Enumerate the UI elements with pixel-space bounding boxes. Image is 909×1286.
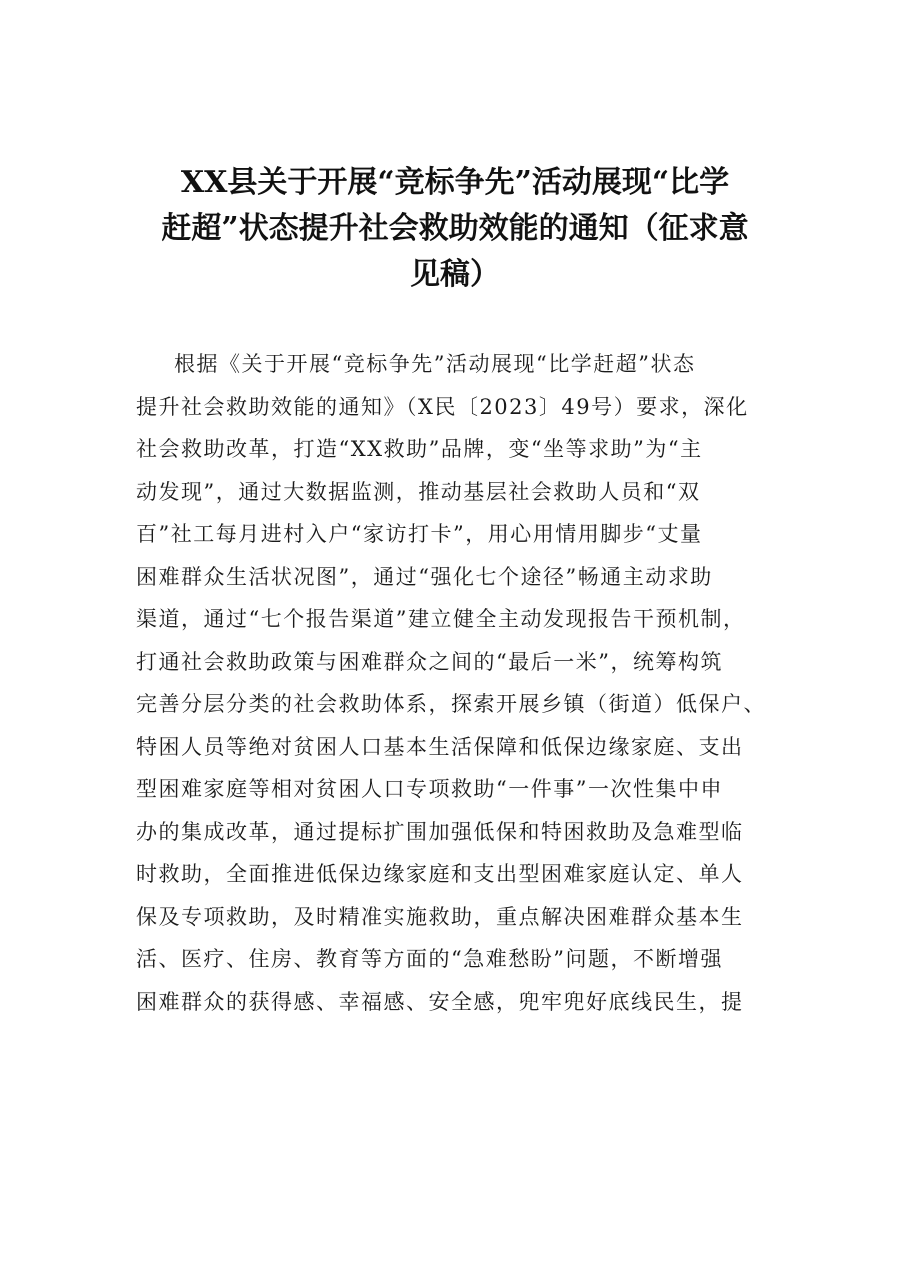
body-line-3: 社会救助改革，打造“XX救助”品牌，变“坐等求助”为“主 xyxy=(136,437,703,461)
body-line-6: 困难群众生活状况图”，通过“强化七个途径”畅通主动求助 xyxy=(136,564,713,589)
body-line-11: 型困难家庭等相对贫困人口专项救助“一件事”一次性集中申 xyxy=(136,777,723,801)
document-body-paragraph xyxy=(136,343,786,1023)
body-line-15: 活、医疗、住房、教育等方面的“急难愁盼”问题，不断增强 xyxy=(136,947,723,971)
body-line-14: 保及专项救助，及时精准实施救助，重点解决困难群众基本生 xyxy=(136,904,744,929)
body-line-1: 根据《关于开展“竞标争先”活动展现“比学赶超”状态 xyxy=(174,352,696,376)
body-line-5: 百”社工每月进村入户“家访打卡”，用心用情用脚步“丈量 xyxy=(136,522,703,546)
body-line-12: 办的集成改革，通过提标扩围加强低保和特困救助及急难型临 xyxy=(136,819,744,844)
title-line-2: 赶超”状态提升社会救助效能的通知（征求意 xyxy=(161,211,749,246)
body-line-4: 动发现”，通过大数据监测，推动基层社会救助人员和“双 xyxy=(136,479,701,504)
body-line-9: 完善分层分类的社会救助体系，探索开展乡镇（街道）低保户、 xyxy=(136,692,766,716)
body-line-8: 打通社会救助政策与困难群众之间的“最后一米”，统筹构筑 xyxy=(136,649,723,674)
body-line-7: 渠道，通过“七个报告渠道”建立健全主动发现报告干预机制， xyxy=(136,607,746,631)
title-line-3: 见稿） xyxy=(410,257,500,292)
title-line-1: XX县关于开展“竞标争先”活动展现“比学 xyxy=(180,165,730,200)
body-line-10: 特困人员等绝对贫困人口基本生活保障和低保边缘家庭、支出 xyxy=(136,734,744,759)
body-line-13: 时救助，全面推进低保边缘家庭和支出型困难家庭认定、单人 xyxy=(136,862,744,886)
body-line-2: 提升社会救助效能的通知》（X民〔2023〕49号）要求，深化 xyxy=(136,394,749,419)
document-title xyxy=(140,160,770,298)
body-line-16: 困难群众的获得感、幸福感、安全感，兜牢兜好底线民生，提 xyxy=(136,989,744,1014)
